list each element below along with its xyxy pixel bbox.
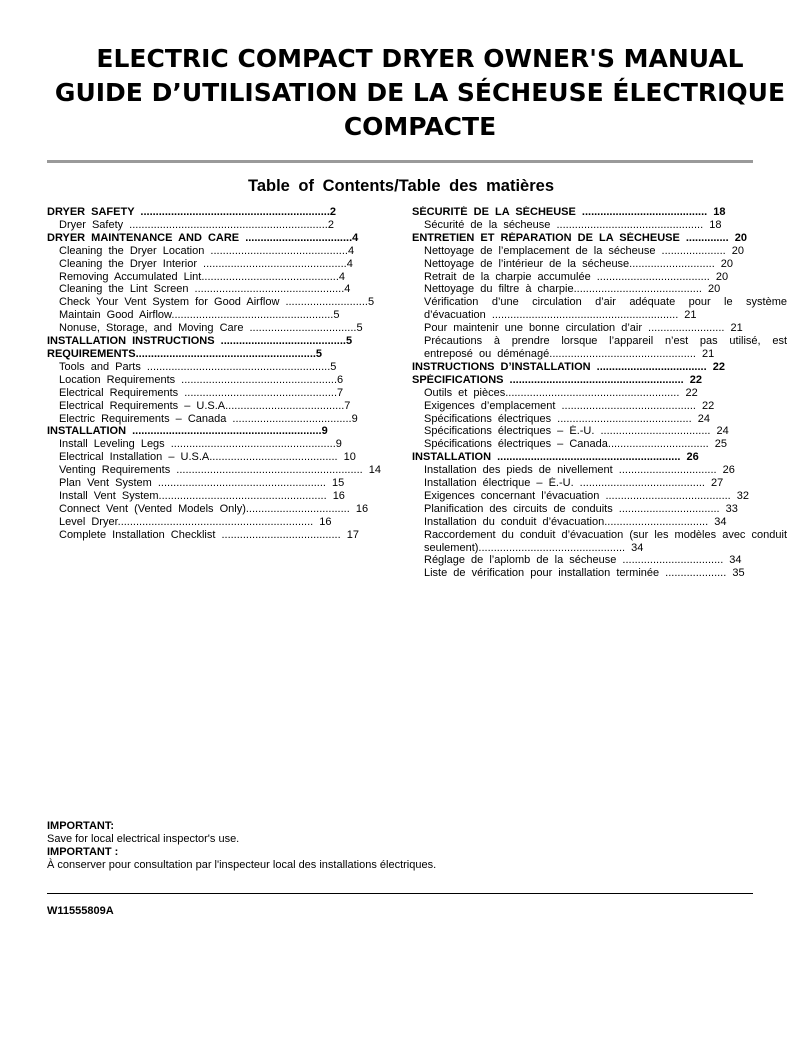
- title-divider: [47, 160, 753, 163]
- toc-subsection-entry: Exigences d’emplacement ............................................ 22: [424, 399, 715, 412]
- toc-subsection-entry: Install Vent System....................................................... 16: [59, 489, 345, 502]
- toc-section-entry: INSTALLATION ..............................................................9: [47, 425, 328, 438]
- toc-subsection-entry: Précautions à prendre lorsque l’appareil n’est pas utilisé, est entreposé ou déménagé................................................ 21: [424, 335, 787, 360]
- toc-subsection-entry: Réglage de l’aplomb de la sécheuse ................................. 34: [424, 554, 742, 567]
- toc-column-french: [412, 206, 787, 580]
- toc-subsection-entry: Cleaning the Dryer Interior ...............................................4: [59, 257, 353, 270]
- toc-section-entry: DRYER SAFETY ..............................................................2: [47, 206, 337, 218]
- document-title: [40, 42, 800, 144]
- toc-subsection-entry: Electrical Requirements – U.S.A.......................................7: [59, 399, 351, 412]
- toc-subsection-entry: Maintain Good Airflow.....................................................5: [59, 309, 340, 322]
- toc-subsection-entry: Raccordement du conduit d’évacuation (sur les modèles avec conduit seulement)................................................ 34: [424, 528, 787, 554]
- toc-section-entry: SÉCURITÉ DE LA SÉCHEUSE ......................................... 18: [412, 206, 726, 218]
- toc-subsection-entry: Pour maintenir une bonne circulation d’air ......................... 21: [424, 322, 743, 335]
- title-line-2: GUIDE D’UTILISATION DE LA SÉCHEUSE ÉLECTRIQUE: [54, 78, 786, 107]
- part-number: W11555809A: [47, 905, 114, 917]
- toc-subsection-entry: Planification des circuits de conduits ................................. 33: [424, 502, 738, 515]
- important-notes: [47, 820, 436, 872]
- toc-subsection-entry: Nettoyage du filtre à charpie.......................................... 20: [424, 283, 721, 296]
- toc-subsection-entry: Cleaning the Lint Screen .................................................4: [59, 283, 351, 296]
- toc-subsection-entry: Complete Installation Checklist ....................................... 17: [59, 528, 359, 541]
- toc-subsection-entry: Spécifications électriques – É.-U. .................................... 24: [424, 425, 729, 438]
- toc-subsection-entry: Installation des pieds de nivellement ................................ 26: [424, 464, 735, 477]
- toc-subsection-entry: Install Leveling Legs ......................................................9: [59, 438, 342, 451]
- toc-section-entry: REQUIREMENTS...........................................................5: [47, 347, 323, 360]
- toc-section-entry: ENTRETIEN ET RÉPARATION DE LA SÉCHEUSE .............. 20: [412, 231, 747, 244]
- toc-subsection-entry: Removing Accumulated Lint.............................................4: [59, 270, 345, 283]
- toc-section-entry: INSTRUCTIONS D’INSTALLATION .................................... 22: [412, 360, 725, 373]
- toc-subsection-entry: Dryer Safety .................................................................2: [59, 218, 334, 231]
- toc-column-english: [47, 206, 417, 542]
- toc-subsection-entry: Plan Vent System ....................................................... 15: [59, 477, 345, 490]
- toc-subsection-entry: Nettoyage de l’emplacement de la sécheuse ..................... 20: [424, 244, 744, 257]
- toc-subsection-entry: Sécurité de la sécheuse ................................................ 18: [424, 218, 722, 231]
- important-label-fr: IMPORTANT :: [47, 845, 119, 858]
- toc-subsection-entry: Cleaning the Dryer Location .............................................4: [59, 244, 355, 257]
- title-line-3: COMPACTE: [343, 112, 497, 141]
- toc-subsection-entry: Connect Vent (Vented Models Only).................................. 16: [59, 502, 369, 515]
- toc-subsection-entry: Retrait de la charpie accumulée ..................................... 20: [424, 270, 729, 283]
- toc-heading: Table of Contents/Table des matières: [247, 177, 555, 195]
- toc-subsection-entry: Location Requirements ...................................................6: [59, 373, 344, 386]
- title-line-1: ELECTRIC COMPACT DRYER OWNER'S MANUAL: [96, 44, 744, 73]
- toc-subsection-entry: Level Dryer................................................................ 16: [59, 515, 332, 528]
- important-label-en: IMPORTANT:: [47, 820, 115, 832]
- toc-section-entry: SPÉCIFICATIONS ......................................................... 22: [412, 373, 703, 386]
- toc-subsection-entry: Nonuse, Storage, and Moving Care ...................................5: [59, 322, 363, 335]
- toc-subsection-entry: Nettoyage de l’intérieur de la sécheuse............................ 20: [424, 257, 734, 270]
- toc-subsection-entry: Electric Requirements – Canada .......................................9: [59, 412, 358, 425]
- toc-subsection-entry: Tools and Parts ............................................................5: [59, 360, 337, 373]
- toc-section-entry: DRYER MAINTENANCE AND CARE ...................................4: [47, 231, 359, 244]
- toc-subsection-entry: Electrical Requirements ..................................................7: [59, 386, 344, 399]
- toc-subsection-entry: Spécifications électriques ............................................ 24: [424, 412, 710, 425]
- toc-subsection-entry: Liste de vérification pour installation terminée .................... 35: [424, 567, 745, 580]
- toc-subsection-entry: Electrical Installation – U.S.A.......................................... 10: [59, 451, 356, 464]
- toc-subsection-entry: Installation du conduit d’évacuation.................................. 34: [424, 515, 727, 528]
- toc-subsection-entry: Venting Requirements ............................................................. 14: [59, 464, 382, 477]
- toc-subsection-entry: Vérification d’une circulation d’air adéquate pour le système d’évacuation ............................................................. 21: [424, 296, 787, 322]
- toc-section-entry: INSTALLATION INSTRUCTIONS .........................................5: [47, 335, 353, 348]
- important-text-en: Save for local electrical inspector's use.: [47, 832, 240, 845]
- toc-subsection-entry: Outils et pièces......................................................... 22: [424, 386, 698, 399]
- toc-subsection-entry: Check Your Vent System for Good Airflow ...........................5: [59, 296, 375, 309]
- toc-subsection-entry: Exigences concernant l’évacuation ......................................... 32: [424, 489, 750, 502]
- toc-section-entry: INSTALLATION ............................................................ 26: [412, 451, 699, 464]
- footer-divider: [47, 893, 753, 894]
- toc-subsection-entry: Spécifications électriques – Canada................................. 25: [424, 438, 728, 451]
- important-text-fr: À conserver pour consultation par l'inspecteur local des installations électriques.: [47, 858, 437, 871]
- toc-subsection-entry: Installation électrique – É.-U. ......................................... 27: [424, 477, 724, 490]
